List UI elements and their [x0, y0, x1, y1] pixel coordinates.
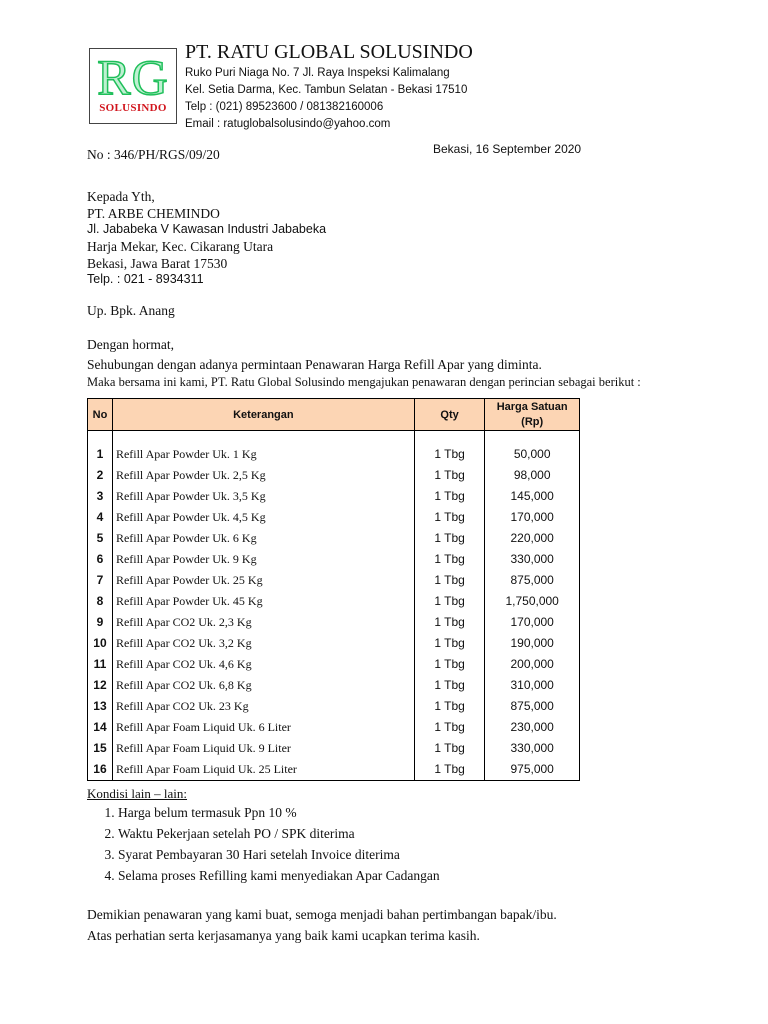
row-number: 6: [88, 549, 113, 570]
row-unit-price: 310,000: [485, 675, 580, 696]
row-number: 15: [88, 738, 113, 759]
letter-date: Bekasi, 16 September 2020: [433, 142, 582, 156]
row-qty: 1 Tbg: [414, 696, 485, 717]
conditions-title: Kondisi lain – lain:: [87, 786, 188, 801]
row-unit-price: 330,000: [485, 549, 580, 570]
row-qty: 1 Tbg: [414, 444, 485, 465]
header-no: No: [88, 399, 113, 431]
row-description: Refill Apar Foam Liquid Uk. 6 Liter: [112, 717, 414, 738]
row-unit-price: 1,750,000: [485, 591, 580, 612]
row-unit-price: 220,000: [485, 528, 580, 549]
intro-line2: Maka bersama ini kami, PT. Ratu Global Solusindo mengajukan penawaran dengan perincian sebagai berikut :: [87, 375, 641, 389]
row-description: Refill Apar Powder Uk. 3,5 Kg: [112, 486, 414, 507]
row-unit-price: 190,000: [485, 633, 580, 654]
row-number: 13: [88, 696, 113, 717]
row-qty: 1 Tbg: [414, 654, 485, 675]
row-number: 5: [88, 528, 113, 549]
row-number: 2: [88, 465, 113, 486]
row-qty: 1 Tbg: [414, 717, 485, 738]
company-address-line2: Kel. Setia Darma, Kec. Tambun Selatan - Bekasi 17510: [185, 84, 468, 96]
table-header-row: [88, 399, 580, 431]
table-row: [88, 696, 580, 717]
table-row: [88, 570, 580, 591]
attention-line: Up. Bpk. Anang: [87, 303, 175, 318]
company-address-line1: Ruko Puri Niaga No. 7 Jl. Raya Inspeksi Kalimalang: [185, 67, 450, 79]
table-row: [88, 717, 580, 738]
row-number: 9: [88, 612, 113, 633]
company-name: PT. RATU GLOBAL SOLUSINDO: [185, 41, 473, 63]
row-number: 10: [88, 633, 113, 654]
table-row: [88, 612, 580, 633]
row-qty: 1 Tbg: [414, 612, 485, 633]
closing-line1: Demikian penawaran yang kami buat, semoga menjadi bahan pertimbangan bapak/ibu.: [87, 907, 557, 922]
recipient-phone: Telp. : 021 - 8934311: [87, 272, 204, 286]
header-unit-price-line1: Harga Satuan: [496, 400, 568, 413]
row-qty: 1 Tbg: [414, 633, 485, 654]
condition-item: 2. Waktu Pekerjaan setelah PO / SPK diterima: [118, 823, 440, 844]
table-row: [88, 738, 580, 759]
logo-letters: RG: [97, 49, 169, 105]
row-unit-price: 330,000: [485, 738, 580, 759]
row-qty: 1 Tbg: [414, 528, 485, 549]
company-phone: Telp : (021) 89523600 / 081382160006: [185, 101, 384, 113]
header-description: Keterangan: [112, 399, 414, 431]
row-description: Refill Apar Powder Uk. 1 Kg: [112, 444, 414, 465]
condition-item: 3. Syarat Pembayaran 30 Hari setelah Invoice diterima: [118, 844, 440, 865]
row-number: 12: [88, 675, 113, 696]
table-row: [88, 528, 580, 549]
row-qty: 1 Tbg: [414, 465, 485, 486]
company-email: Email : ratuglobalsolusindo@yahoo.com: [185, 118, 391, 130]
table-row: [88, 591, 580, 612]
recipient-address-line2: Harja Mekar, Kec. Cikarang Utara: [87, 239, 274, 254]
row-qty: 1 Tbg: [414, 570, 485, 591]
row-description: Refill Apar Foam Liquid Uk. 9 Liter: [112, 738, 414, 759]
row-description: Refill Apar Powder Uk. 45 Kg: [112, 591, 414, 612]
row-qty: 1 Tbg: [414, 759, 485, 781]
row-unit-price: 975,000: [485, 759, 580, 781]
row-number: 16: [88, 759, 113, 781]
row-description: Refill Apar CO2 Uk. 2,3 Kg: [112, 612, 414, 633]
row-description: Refill Apar CO2 Uk. 4,6 Kg: [112, 654, 414, 675]
table-row: [88, 759, 580, 781]
table-row: [88, 654, 580, 675]
letter-number: No : 346/PH/RGS/09/20: [87, 147, 220, 162]
row-unit-price: 200,000: [485, 654, 580, 675]
table-row: [88, 465, 580, 486]
row-number: 4: [88, 507, 113, 528]
table-row: [88, 633, 580, 654]
header-qty: Qty: [414, 399, 485, 431]
row-unit-price: 875,000: [485, 696, 580, 717]
header-unit-price-line2: (Rp): [521, 415, 544, 428]
table-row: [88, 549, 580, 570]
table-row: [88, 486, 580, 507]
recipient-address-line1: Jl. Jababeka V Kawasan Industri Jababeka: [87, 222, 327, 236]
row-unit-price: 50,000: [485, 444, 580, 465]
row-unit-price: 98,000: [485, 465, 580, 486]
row-qty: 1 Tbg: [414, 549, 485, 570]
row-description: Refill Apar Powder Uk. 4,5 Kg: [112, 507, 414, 528]
recipient-name: PT. ARBE CHEMINDO: [87, 206, 220, 221]
row-description: Refill Apar Powder Uk. 6 Kg: [112, 528, 414, 549]
row-unit-price: 170,000: [485, 612, 580, 633]
row-unit-price: 230,000: [485, 717, 580, 738]
row-number: 3: [88, 486, 113, 507]
row-number: 11: [88, 654, 113, 675]
conditions-list: [82, 802, 440, 886]
row-number: 1: [88, 444, 113, 465]
closing-line2: Atas perhatian serta kerjasamanya yang baik kami ucapkan terima kasih.: [87, 928, 480, 943]
row-description: Refill Apar Powder Uk. 25 Kg: [112, 570, 414, 591]
row-description: Refill Apar CO2 Uk. 23 Kg: [112, 696, 414, 717]
row-qty: 1 Tbg: [414, 591, 485, 612]
row-description: Refill Apar CO2 Uk. 6,8 Kg: [112, 675, 414, 696]
row-description: Refill Apar Powder Uk. 9 Kg: [112, 549, 414, 570]
company-logo: [89, 48, 177, 124]
table-row: [88, 444, 580, 465]
table-row: [88, 507, 580, 528]
row-qty: 1 Tbg: [414, 507, 485, 528]
row-number: 14: [88, 717, 113, 738]
row-qty: 1 Tbg: [414, 738, 485, 759]
logo-subtitle: SOLUSINDO: [99, 102, 167, 114]
row-unit-price: 145,000: [485, 486, 580, 507]
row-unit-price: 875,000: [485, 570, 580, 591]
price-table: [87, 398, 580, 781]
row-qty: 1 Tbg: [414, 675, 485, 696]
salutation: Dengan hormat,: [87, 337, 174, 352]
table-spacer-row: [88, 431, 580, 445]
row-description: Refill Apar Foam Liquid Uk. 25 Liter: [112, 759, 414, 781]
intro-line1: Sehubungan dengan adanya permintaan Penawaran Harga Refill Apar yang diminta.: [87, 357, 542, 372]
condition-item: 1. Harga belum termasuk Ppn 10 %: [118, 802, 440, 823]
table-row: [88, 675, 580, 696]
condition-item: 4. Selama proses Refilling kami menyediakan Apar Cadangan: [118, 865, 440, 886]
row-description: Refill Apar CO2 Uk. 3,2 Kg: [112, 633, 414, 654]
row-qty: 1 Tbg: [414, 486, 485, 507]
recipient-address-line3: Bekasi, Jawa Barat 17530: [87, 256, 228, 271]
row-number: 8: [88, 591, 113, 612]
header-unit-price: [485, 399, 580, 431]
row-unit-price: 170,000: [485, 507, 580, 528]
recipient-greeting: Kepada Yth,: [87, 189, 155, 204]
row-number: 7: [88, 570, 113, 591]
row-description: Refill Apar Powder Uk. 2,5 Kg: [112, 465, 414, 486]
